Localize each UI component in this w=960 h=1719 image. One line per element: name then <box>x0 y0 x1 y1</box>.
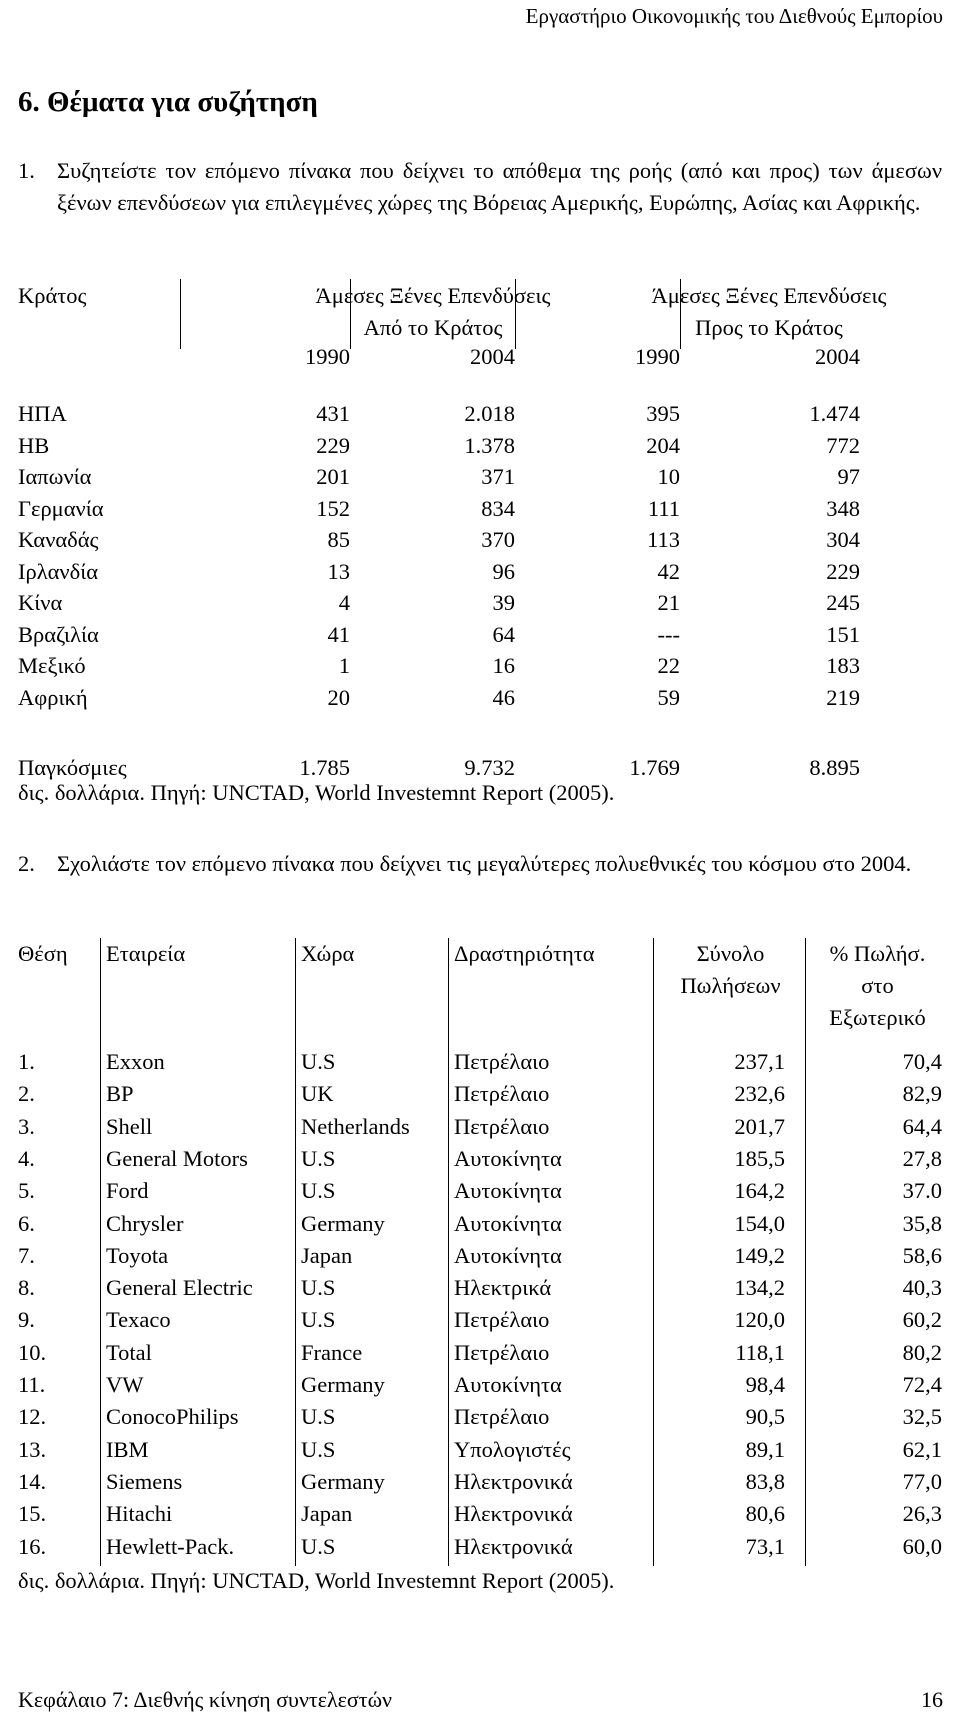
table2-sales-cell: 90,5 <box>745 1404 785 1430</box>
table1-value-cell: 1.474 <box>809 401 860 426</box>
table1-country-cell: Καναδάς <box>18 527 99 552</box>
table2-company-cell: Hewlett-Pack. <box>106 1533 235 1559</box>
table2-activity-cell: Ηλεκτρονικά <box>454 1501 573 1527</box>
table1-country-cell: Μεξικό <box>18 653 86 678</box>
table1-value-cell: 304 <box>826 527 860 552</box>
table2-activity-cell: Υπολογιστές <box>454 1436 571 1462</box>
table2-activity-cell: Πετρέλαιο <box>454 1049 550 1074</box>
table1-header-from: Άμεσες Ξένες Επενδύσεις <box>315 283 551 308</box>
table1-value-cell: 16 <box>492 653 515 678</box>
table2-rank-cell: 16. <box>18 1533 47 1559</box>
table2-company-cell: ConocoPhilips <box>106 1404 239 1430</box>
table2-foreign-cell: 62,1 <box>902 1436 942 1462</box>
table2-foreign-cell: 27,8 <box>902 1145 942 1171</box>
table2-rank-cell: 10. <box>18 1339 47 1365</box>
page-footer <box>18 1685 943 1715</box>
table1-value-cell: 229 <box>826 558 860 584</box>
table2-country-cell: Germany <box>301 1468 385 1494</box>
table1-header-country: Κράτος <box>18 283 87 308</box>
table1-value-cell: 1 <box>338 653 350 678</box>
table2-activity-cell: Πετρέλαιο <box>454 1404 550 1430</box>
table2-sales-cell: 73,1 <box>745 1533 785 1559</box>
table2-foreign-cell: 72,4 <box>902 1372 942 1397</box>
table2-header-country: Χώρα <box>301 941 355 966</box>
table2-country-cell: Japan <box>301 1501 353 1527</box>
table1-value-cell: 39 <box>492 590 515 615</box>
table1-value-cell: 183 <box>826 653 860 678</box>
table2-company-cell: Siemens <box>106 1468 183 1494</box>
table1-total-value: 8.895 <box>809 755 860 780</box>
table2-activity-cell: Αυτοκίνητα <box>454 1372 562 1397</box>
table2-company-cell: IBM <box>106 1436 149 1462</box>
table1-header-to: Προς το Κράτος <box>695 315 843 340</box>
table1-value-cell: 245 <box>826 590 860 615</box>
table2-activity-cell: Πετρέλαιο <box>454 1307 550 1333</box>
table2-column-rule <box>100 938 101 1566</box>
table2-sales-cell: 80,6 <box>745 1501 785 1527</box>
table2-foreign-cell: 80,2 <box>902 1339 942 1365</box>
table1-country-cell: Ιαπωνία <box>18 464 92 489</box>
table2-column-rule <box>653 938 654 1566</box>
table1-header-year: 1990 <box>635 344 680 369</box>
table2-sales-cell: 98,4 <box>745 1372 785 1397</box>
table2-column-rule <box>295 938 296 1566</box>
table1-value-cell: 151 <box>826 621 860 647</box>
table1-total-label: Παγκόσμιες <box>18 755 127 780</box>
table2-company-cell: Chrysler <box>106 1210 184 1236</box>
table2-country-cell: U.S <box>301 1178 336 1204</box>
table2-company-cell: VW <box>106 1372 144 1397</box>
table2-activity-cell: Ηλεκτρονικά <box>454 1533 573 1559</box>
table2-company-cell: Ford <box>106 1178 149 1204</box>
table2-country-cell: Japan <box>301 1242 353 1268</box>
table2-sales-cell: 201,7 <box>734 1113 785 1139</box>
table2-sales-cell: 89,1 <box>745 1436 785 1462</box>
table1-value-cell: --- <box>657 621 680 647</box>
table1-value-cell: 834 <box>481 495 515 521</box>
table2-rank-cell: 13. <box>18 1436 47 1462</box>
table1-header-year: 2004 <box>815 344 860 369</box>
table2-country-cell: U.S <box>301 1275 336 1301</box>
table1-value-cell: 13 <box>327 558 350 584</box>
table1-value-cell: 431 <box>316 401 350 426</box>
table2-rank-cell: 9. <box>18 1307 35 1333</box>
table2-foreign-cell: 77,0 <box>902 1468 942 1494</box>
table2-foreign-cell: 82,9 <box>902 1081 942 1107</box>
table1-value-cell: 219 <box>826 684 860 710</box>
table2-country-cell: Germany <box>301 1372 385 1397</box>
table1-header-to: Άμεσες Ξένες Επενδύσεις <box>651 283 887 308</box>
table2-sales-cell: 149,2 <box>734 1242 785 1268</box>
question-1-text: Συζητείστε τον επόμενο πίνακα που δείχνει το απόθεμα της ροής (από και προς) των άμεσων ξένων επενδύσεων για επιλεγμένες χώρες της Βόρειας Αμερικής, Ευρώπης, Ασίας και Αφρικής. <box>57 158 942 215</box>
table2-sales-cell: 185,5 <box>734 1145 785 1171</box>
table1-country-cell: Βραζιλία <box>18 621 99 647</box>
table2-activity-cell: Αυτοκίνητα <box>454 1145 562 1171</box>
table2-foreign-cell: 60,2 <box>902 1307 942 1333</box>
table1-value-cell: 1.378 <box>464 432 515 458</box>
question-1-number: 1. <box>18 158 35 183</box>
table2-company-cell: Texaco <box>106 1307 171 1333</box>
table2-header-activity: Δραστηριότητα <box>454 941 595 966</box>
table2-sales-cell: 134,2 <box>734 1275 785 1301</box>
table1-country-cell: ΗΠΑ <box>18 401 67 426</box>
table1-value-cell: 111 <box>647 495 680 521</box>
table1-value-cell: 4 <box>338 590 350 615</box>
table2-column-rule <box>805 938 806 1566</box>
table2-rank-cell: 5. <box>18 1178 35 1204</box>
multinationals-table-source: δις. δολλάρια. Πηγή: UNCTAD, World Investemnt Report (2005). <box>18 1568 615 1593</box>
table1-total-value: 1.769 <box>629 755 680 780</box>
table1-total-value: 9.732 <box>464 755 515 780</box>
table2-activity-cell: Αυτοκίνητα <box>454 1210 562 1236</box>
table2-country-cell: France <box>301 1339 363 1365</box>
question-2-number: 2. <box>18 851 35 876</box>
table1-value-cell: 371 <box>481 464 515 489</box>
table2-header-foreign: Εξωτερικό <box>829 1005 926 1030</box>
table1-value-cell: 85 <box>327 527 350 552</box>
fdi-table-source: δις. δολλάρια. Πηγή: UNCTAD, World Investemnt Report (2005). <box>18 780 615 805</box>
table1-value-cell: 96 <box>492 558 515 584</box>
table1-value-cell: 22 <box>657 653 680 678</box>
table2-rank-cell: 4. <box>18 1145 35 1171</box>
table2-company-cell: General Electric <box>106 1275 253 1301</box>
table2-activity-cell: Ηλεκτρονικά <box>454 1468 573 1494</box>
table2-foreign-cell: 58,6 <box>902 1242 942 1268</box>
table2-foreign-cell: 40,3 <box>902 1275 942 1301</box>
table2-rank-cell: 8. <box>18 1275 35 1301</box>
table1-value-cell: 348 <box>826 495 860 521</box>
table1-country-cell: Ιρλανδία <box>18 558 99 584</box>
table2-company-cell: Toyota <box>106 1242 169 1268</box>
question-2-text: Σχολιάστε τον επόμενο πίνακα που δείχνει τις μεγαλύτερες πολυεθνικές του κόσμου στο 2004. <box>57 851 912 876</box>
table2-sales-cell: 232,6 <box>734 1081 785 1107</box>
table2-rank-cell: 6. <box>18 1210 35 1236</box>
table2-foreign-cell: 60,0 <box>902 1533 942 1559</box>
table2-country-cell: UK <box>301 1081 334 1107</box>
question-1 <box>18 155 942 219</box>
table2-rank-cell: 12. <box>18 1404 47 1430</box>
table2-rank-cell: 11. <box>18 1372 46 1397</box>
table2-rank-cell: 2. <box>18 1081 35 1107</box>
table1-value-cell: 42 <box>657 558 680 584</box>
footer-chapter: Κεφάλαιο 7: Διεθνής κίνηση συντελεστών <box>18 1687 392 1712</box>
table2-header-sales: Πωλήσεων <box>680 973 781 998</box>
table2-foreign-cell: 32,5 <box>902 1404 942 1430</box>
table2-rank-cell: 14. <box>18 1468 47 1494</box>
table2-sales-cell: 154,0 <box>734 1210 785 1236</box>
table2-rank-cell: 3. <box>18 1113 35 1139</box>
table1-value-cell: 59 <box>657 684 680 710</box>
table2-company-cell: General Motors <box>106 1145 248 1171</box>
table2-foreign-cell: 35,8 <box>902 1210 942 1236</box>
table2-country-cell: U.S <box>301 1145 336 1171</box>
table1-value-cell: 41 <box>327 621 350 647</box>
table2-foreign-cell: 37.0 <box>902 1178 942 1204</box>
table2-activity-cell: Πετρέλαιο <box>454 1339 550 1365</box>
table2-header-foreign: στο <box>861 973 894 998</box>
table2-activity-cell: Ηλεκτρικά <box>454 1275 552 1301</box>
table2-column-rule <box>448 938 449 1566</box>
table1-country-cell: Γερμανία <box>18 495 104 521</box>
table1-value-cell: 97 <box>837 464 860 489</box>
table1-value-cell: 2.018 <box>464 401 515 426</box>
table2-company-cell: Hitachi <box>106 1501 173 1527</box>
table2-header-sales: Σύνολο <box>696 941 765 966</box>
table2-activity-cell: Πετρέλαιο <box>454 1081 550 1107</box>
table2-sales-cell: 237,1 <box>734 1049 785 1074</box>
table1-value-cell: 395 <box>646 401 680 426</box>
table2-activity-cell: Αυτοκίνητα <box>454 1178 562 1204</box>
table1-value-cell: 10 <box>657 464 680 489</box>
table1-header-year: 1990 <box>305 344 350 369</box>
table2-header-foreign: % Πωλήσ. <box>829 941 926 966</box>
table1-country-cell: Αφρική <box>18 684 88 710</box>
table1-header-from: Από το Κράτος <box>363 315 503 340</box>
table2-activity-cell: Πετρέλαιο <box>454 1113 550 1139</box>
table1-country-cell: Κίνα <box>18 590 63 615</box>
table2-foreign-cell: 26,3 <box>902 1501 942 1527</box>
page-number: 16 <box>921 1687 943 1712</box>
table2-country-cell: U.S <box>301 1049 336 1074</box>
table2-rank-cell: 1. <box>18 1049 35 1074</box>
table1-value-cell: 370 <box>481 527 515 552</box>
table1-value-cell: 204 <box>646 432 680 458</box>
table1-value-cell: 20 <box>327 684 350 710</box>
table1-column-rule <box>180 279 181 349</box>
table1-value-cell: 64 <box>492 621 515 647</box>
table2-sales-cell: 120,0 <box>734 1307 785 1333</box>
table2-country-cell: Germany <box>301 1210 385 1236</box>
table2-header-rank: Θέση <box>18 941 68 966</box>
table2-header-company: Εταιρεία <box>106 941 186 966</box>
table1-value-cell: 201 <box>316 464 350 489</box>
table2-company-cell: Shell <box>106 1113 153 1139</box>
table1-value-cell: 46 <box>492 684 515 710</box>
table2-rank-cell: 7. <box>18 1242 35 1268</box>
table1-value-cell: 113 <box>647 527 680 552</box>
table1-value-cell: 772 <box>826 432 860 458</box>
table1-country-cell: ΗΒ <box>18 432 50 458</box>
table2-rank-cell: 15. <box>18 1501 47 1527</box>
table2-country-cell: U.S <box>301 1533 336 1559</box>
table1-value-cell: 152 <box>316 495 350 521</box>
table2-activity-cell: Αυτοκίνητα <box>454 1242 562 1268</box>
table2-country-cell: U.S <box>301 1307 336 1333</box>
table1-value-cell: 229 <box>316 432 350 458</box>
table2-country-cell: U.S <box>301 1404 336 1430</box>
table2-sales-cell: 164,2 <box>734 1178 785 1204</box>
table2-foreign-cell: 70,4 <box>902 1049 942 1074</box>
table2-company-cell: Exxon <box>106 1049 165 1074</box>
section-title: 6. Θέματα για συζήτηση <box>18 86 318 118</box>
table1-value-cell: 21 <box>657 590 680 615</box>
running-header: Εργαστήριο Οικονομικής του Διεθνούς Εμπορίου <box>525 4 943 28</box>
table2-sales-cell: 118,1 <box>735 1339 785 1365</box>
table2-country-cell: U.S <box>301 1436 336 1462</box>
table1-header-year: 2004 <box>470 344 515 369</box>
question-2 <box>18 848 942 880</box>
table2-company-cell: Total <box>106 1339 152 1365</box>
table1-total-value: 1.785 <box>299 755 350 780</box>
table2-country-cell: Netherlands <box>301 1113 410 1139</box>
table2-foreign-cell: 64,4 <box>902 1113 942 1139</box>
table2-company-cell: BP <box>106 1081 134 1107</box>
table2-sales-cell: 83,8 <box>745 1468 785 1494</box>
